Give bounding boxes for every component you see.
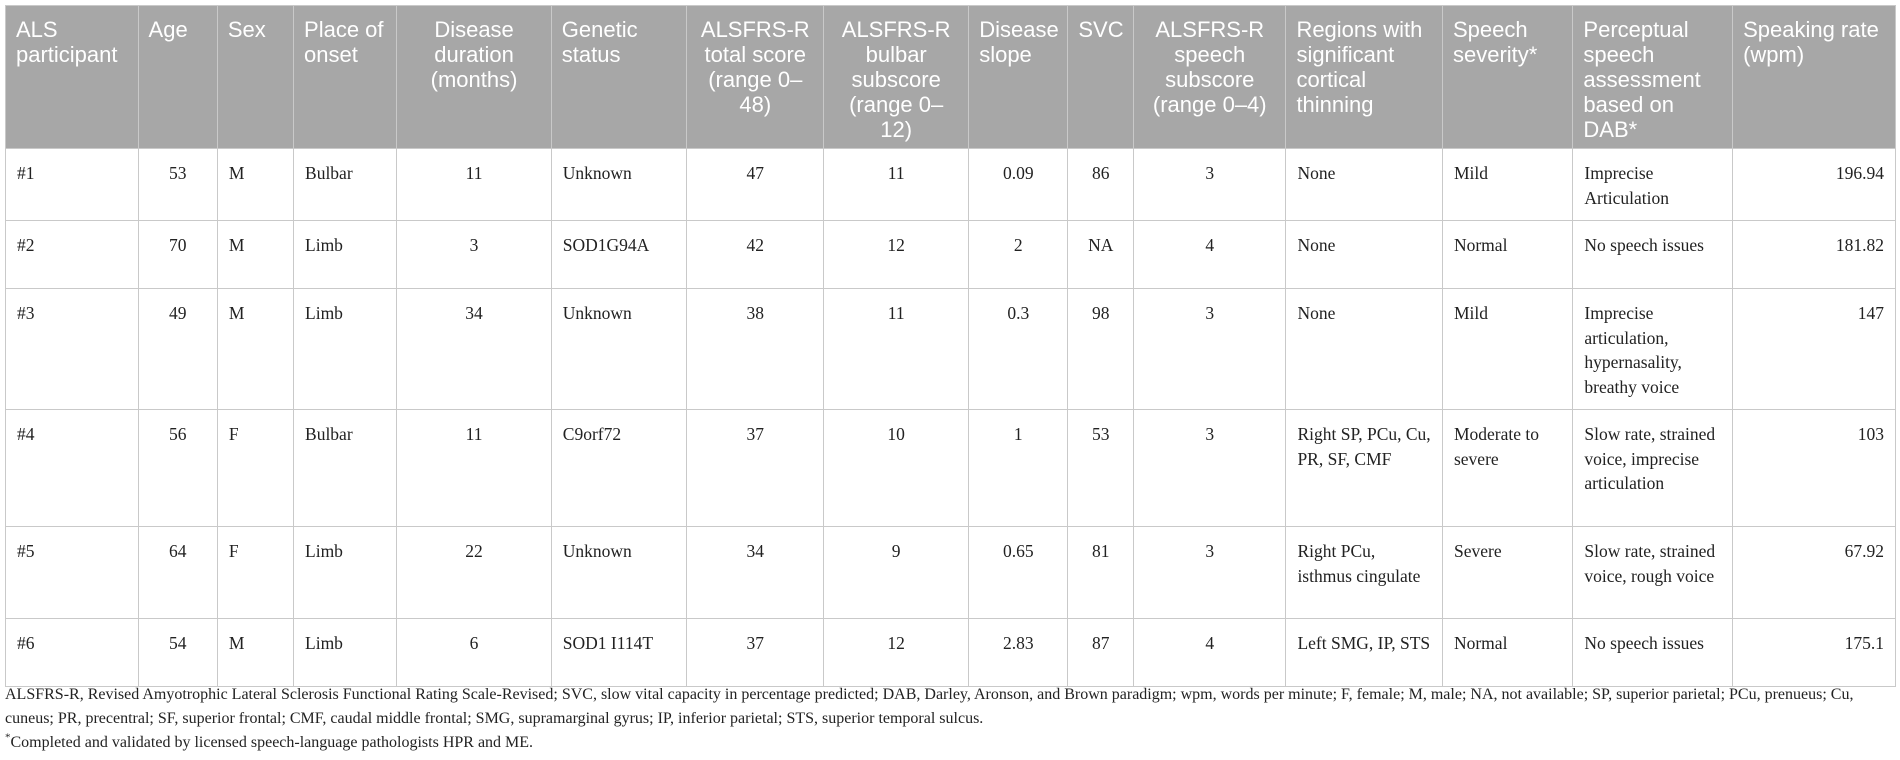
cell-sex: M bbox=[217, 619, 293, 687]
cell-genetic-status: Unknown bbox=[551, 289, 687, 410]
asterisk-footnote-text: Completed and validated by licensed speech-language pathologists HPR and ME. bbox=[10, 734, 534, 751]
cell-svc: 86 bbox=[1068, 149, 1134, 221]
table-row bbox=[6, 149, 1896, 221]
header-disease-duration: Disease duration (months) bbox=[397, 6, 551, 149]
cell-place-of-onset: Bulbar bbox=[294, 410, 397, 527]
cell-svc: NA bbox=[1068, 221, 1134, 289]
cell-speech-subscore: 3 bbox=[1134, 149, 1286, 221]
cell-participant: #2 bbox=[6, 221, 139, 289]
cell-total-score: 38 bbox=[687, 289, 824, 410]
cell-age: 70 bbox=[138, 221, 217, 289]
cell-speech-subscore: 3 bbox=[1134, 527, 1286, 619]
cell-cortical-thinning: None bbox=[1286, 221, 1443, 289]
cell-disease-duration: 3 bbox=[397, 221, 551, 289]
cell-participant: #6 bbox=[6, 619, 139, 687]
cell-cortical-thinning: None bbox=[1286, 149, 1443, 221]
cell-disease-slope: 0.3 bbox=[969, 289, 1068, 410]
cell-speaking-rate: 196.94 bbox=[1733, 149, 1896, 221]
cell-participant: #5 bbox=[6, 527, 139, 619]
cell-age: 49 bbox=[138, 289, 217, 410]
cell-disease-duration: 6 bbox=[397, 619, 551, 687]
cell-speaking-rate: 175.1 bbox=[1733, 619, 1896, 687]
table-header-row bbox=[6, 6, 1896, 149]
cell-total-score: 37 bbox=[687, 619, 824, 687]
header-alsfrs-speech-subscore: ALSFRS-R speech subscore (range 0–4) bbox=[1134, 6, 1286, 149]
header-age: Age bbox=[138, 6, 217, 149]
cell-disease-duration: 11 bbox=[397, 410, 551, 527]
cell-sex: F bbox=[217, 410, 293, 527]
cell-age: 56 bbox=[138, 410, 217, 527]
table-row bbox=[6, 619, 1896, 687]
cell-disease-slope: 2.83 bbox=[969, 619, 1068, 687]
header-speaking-rate: Speaking rate (wpm) bbox=[1733, 6, 1896, 149]
cell-bulbar-subscore: 12 bbox=[824, 221, 969, 289]
cell-svc: 98 bbox=[1068, 289, 1134, 410]
cell-age: 54 bbox=[138, 619, 217, 687]
header-sex: Sex bbox=[217, 6, 293, 149]
cell-participant: #4 bbox=[6, 410, 139, 527]
cell-cortical-thinning: Right PCu, isthmus cingulate bbox=[1286, 527, 1443, 619]
cell-bulbar-subscore: 10 bbox=[824, 410, 969, 527]
cell-perceptual-assessment: Imprecise articulation, hypernasality, breathy voice bbox=[1573, 289, 1733, 410]
cell-sex: M bbox=[217, 221, 293, 289]
header-genetic-status: Genetic status bbox=[551, 6, 687, 149]
cell-speech-subscore: 4 bbox=[1134, 221, 1286, 289]
cell-bulbar-subscore: 11 bbox=[824, 149, 969, 221]
cell-sex: M bbox=[217, 149, 293, 221]
cell-disease-slope: 2 bbox=[969, 221, 1068, 289]
cell-perceptual-assessment: Imprecise Articulation bbox=[1573, 149, 1733, 221]
cell-genetic-status: Unknown bbox=[551, 527, 687, 619]
cell-place-of-onset: Limb bbox=[294, 619, 397, 687]
cell-sex: F bbox=[217, 527, 293, 619]
cell-speech-severity: Moderate to severe bbox=[1442, 410, 1572, 527]
cell-genetic-status: Unknown bbox=[551, 149, 687, 221]
header-alsfrs-bulbar-subscore: ALSFRS-R bulbar subscore (range 0–12) bbox=[824, 6, 969, 149]
cell-cortical-thinning: None bbox=[1286, 289, 1443, 410]
cell-age: 53 bbox=[138, 149, 217, 221]
cell-disease-duration: 11 bbox=[397, 149, 551, 221]
cell-disease-slope: 0.09 bbox=[969, 149, 1068, 221]
als-participant-table bbox=[5, 5, 1896, 687]
cell-speech-severity: Normal bbox=[1442, 221, 1572, 289]
cell-perceptual-assessment: Slow rate, strained voice, imprecise articulation bbox=[1573, 410, 1733, 527]
cell-cortical-thinning: Left SMG, IP, STS bbox=[1286, 619, 1443, 687]
table-row bbox=[6, 527, 1896, 619]
cell-age: 64 bbox=[138, 527, 217, 619]
cell-bulbar-subscore: 9 bbox=[824, 527, 969, 619]
cell-total-score: 47 bbox=[687, 149, 824, 221]
cell-total-score: 34 bbox=[687, 527, 824, 619]
abbreviations-footnote: ALSFRS-R, Revised Amyotrophic Lateral Sclerosis Functional Rating Scale-Revised; SVC, slow vital capacity in percentage predicted; DAB, Darley, Aronson, and Brown paradigm; wpm, words per minute; F, female; M, male; NA, not available; SP, superior parietal; PCu, prenueus; Cu, cuneus; PR, precentral; SF, superior frontal; CMF, caudal middle frontal; SMG, supramarginal gyrus; IP, inferior parietal; STS, superior temporal sulcus. bbox=[5, 686, 1854, 727]
cell-perceptual-assessment: No speech issues bbox=[1573, 619, 1733, 687]
cell-speech-severity: Mild bbox=[1442, 149, 1572, 221]
cell-participant: #3 bbox=[6, 289, 139, 410]
cell-place-of-onset: Bulbar bbox=[294, 149, 397, 221]
cell-disease-slope: 0.65 bbox=[969, 527, 1068, 619]
cell-participant: #1 bbox=[6, 149, 139, 221]
cell-svc: 87 bbox=[1068, 619, 1134, 687]
cell-svc: 81 bbox=[1068, 527, 1134, 619]
cell-disease-duration: 22 bbox=[397, 527, 551, 619]
asterisk-marker: * bbox=[5, 731, 11, 744]
table-row bbox=[6, 289, 1896, 410]
cell-speaking-rate: 103 bbox=[1733, 410, 1896, 527]
table-footnotes bbox=[5, 683, 1896, 755]
header-disease-slope: Disease slope bbox=[969, 6, 1068, 149]
cell-speech-severity: Mild bbox=[1442, 289, 1572, 410]
cell-disease-duration: 34 bbox=[397, 289, 551, 410]
cell-place-of-onset: Limb bbox=[294, 221, 397, 289]
cell-speech-severity: Normal bbox=[1442, 619, 1572, 687]
cell-speech-subscore: 3 bbox=[1134, 410, 1286, 527]
cell-genetic-status: C9orf72 bbox=[551, 410, 687, 527]
cell-place-of-onset: Limb bbox=[294, 527, 397, 619]
cell-speaking-rate: 67.92 bbox=[1733, 527, 1896, 619]
header-speech-severity: Speech severity* bbox=[1442, 6, 1572, 149]
table-row bbox=[6, 221, 1896, 289]
cell-genetic-status: SOD1G94A bbox=[551, 221, 687, 289]
cell-speaking-rate: 147 bbox=[1733, 289, 1896, 410]
header-svc: SVC bbox=[1068, 6, 1134, 149]
header-cortical-thinning: Regions with significant cortical thinning bbox=[1286, 6, 1443, 149]
cell-genetic-status: SOD1 I114T bbox=[551, 619, 687, 687]
header-als-participant: ALS participant bbox=[6, 6, 139, 149]
cell-disease-slope: 1 bbox=[969, 410, 1068, 527]
cell-total-score: 37 bbox=[687, 410, 824, 527]
cell-speaking-rate: 181.82 bbox=[1733, 221, 1896, 289]
cell-place-of-onset: Limb bbox=[294, 289, 397, 410]
cell-perceptual-assessment: Slow rate, strained voice, rough voice bbox=[1573, 527, 1733, 619]
header-place-of-onset: Place of onset bbox=[294, 6, 397, 149]
cell-bulbar-subscore: 12 bbox=[824, 619, 969, 687]
cell-svc: 53 bbox=[1068, 410, 1134, 527]
cell-speech-subscore: 3 bbox=[1134, 289, 1286, 410]
header-perceptual-assessment: Perceptual speech assessment based on DAB* bbox=[1573, 6, 1733, 149]
table-row bbox=[6, 410, 1896, 527]
cell-speech-subscore: 4 bbox=[1134, 619, 1286, 687]
asterisk-footnote bbox=[5, 731, 1896, 755]
cell-perceptual-assessment: No speech issues bbox=[1573, 221, 1733, 289]
cell-total-score: 42 bbox=[687, 221, 824, 289]
cell-speech-severity: Severe bbox=[1442, 527, 1572, 619]
header-alsfrs-total-score: ALSFRS-R total score (range 0–48) bbox=[687, 6, 824, 149]
cell-cortical-thinning: Right SP, PCu, Cu, PR, SF, CMF bbox=[1286, 410, 1443, 527]
cell-sex: M bbox=[217, 289, 293, 410]
cell-bulbar-subscore: 11 bbox=[824, 289, 969, 410]
